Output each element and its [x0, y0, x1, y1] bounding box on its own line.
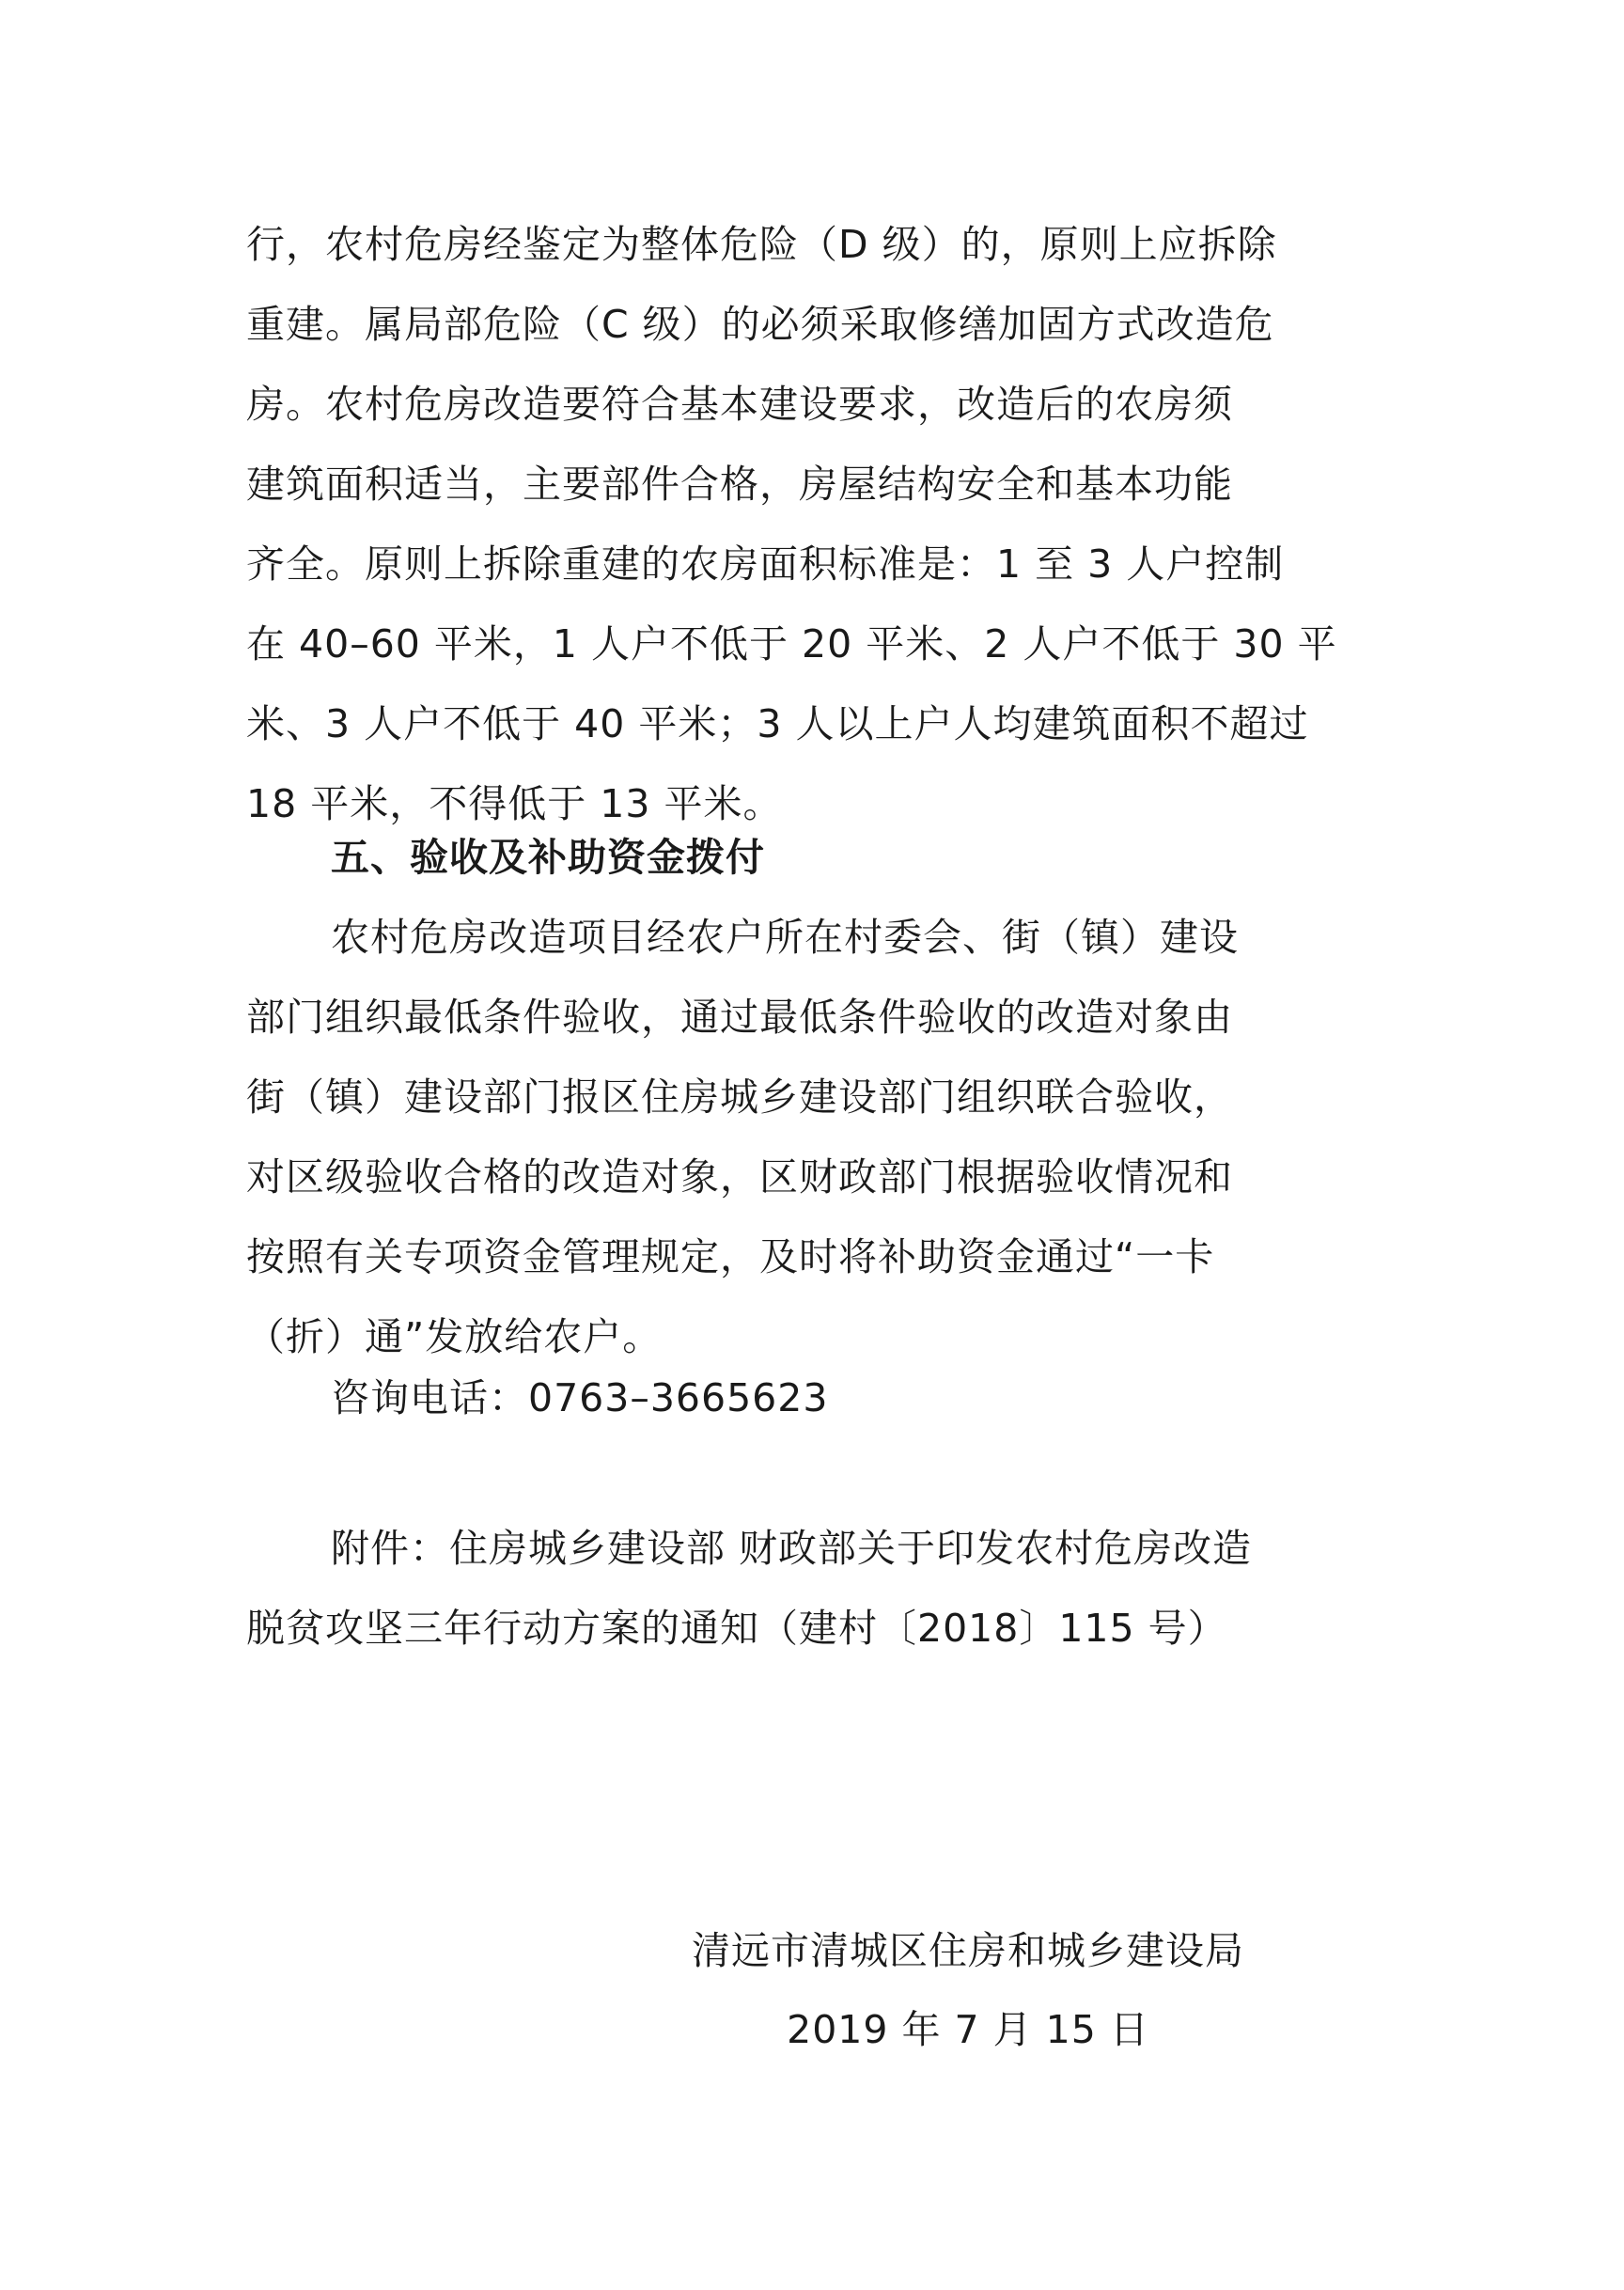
paragraph-line: 行，农村危房经鉴定为整体危险（D 级）的，原则上应拆除 [246, 222, 1277, 267]
attachment-note [246, 1509, 1383, 1669]
paragraph-line: 在 40–60 平米，1 人户不低于 20 平米、2 人户不低于 30 平 [246, 621, 1337, 667]
issue-date: 2019 年 7 月 15 日 [787, 2007, 1149, 2052]
paragraph-line: 街（镇）建设部门报区住房城乡建设部门组织联合验收， [246, 1074, 1233, 1120]
section-paragraph [246, 898, 1383, 1377]
paragraph-line: 重建。属局部危险（C 级）的必须采取修缮加固方式改造危 [246, 302, 1274, 347]
paragraph-line: 对区级验收合格的改造对象，区财政部门根据验收情况和 [246, 1154, 1233, 1200]
contact-phone: 咨询电话：0763–3665623 [331, 1375, 829, 1420]
issuing-organization: 清远市清城区住房和城乡建设局 [692, 1928, 1244, 1973]
paragraph-line: 部门组织最低条件验收，通过最低条件验收的改造对象由 [246, 995, 1233, 1040]
paragraph-line: 18 平米，不得低于 13 平米。 [246, 781, 783, 826]
section-heading: 五、验收及补助资金拨付 [331, 835, 765, 880]
paragraph-line: 建筑面积适当，主要部件合格，房屋结构安全和基本功能 [246, 462, 1233, 507]
paragraph-line: 房。农村危房改造要符合基本建设要求，改造后的农房须 [246, 382, 1233, 427]
paragraph-line: （折）通”发放给农户。 [246, 1314, 663, 1359]
paragraph-line: 米、3 人户不低于 40 平米；3 人以上户人均建筑面积不超过 [246, 701, 1309, 746]
paragraph-line: 农村危房改造项目经农户所在村委会、街（镇）建设 [331, 915, 1239, 960]
paragraph-line: 齐全。原则上拆除重建的农房面积标准是：1 至 3 人户控制 [246, 541, 1285, 587]
body-paragraph [246, 205, 1383, 844]
attachment-line: 附件：住房城乡建设部 财政部关于印发农村危房改造 [331, 1526, 1253, 1571]
attachment-line: 脱贫攻坚三年行动方案的通知（建村〔2018〕115 号） [246, 1606, 1227, 1651]
paragraph-line: 按照有关专项资金管理规定，及时将补助资金通过“一卡 [246, 1234, 1215, 1279]
